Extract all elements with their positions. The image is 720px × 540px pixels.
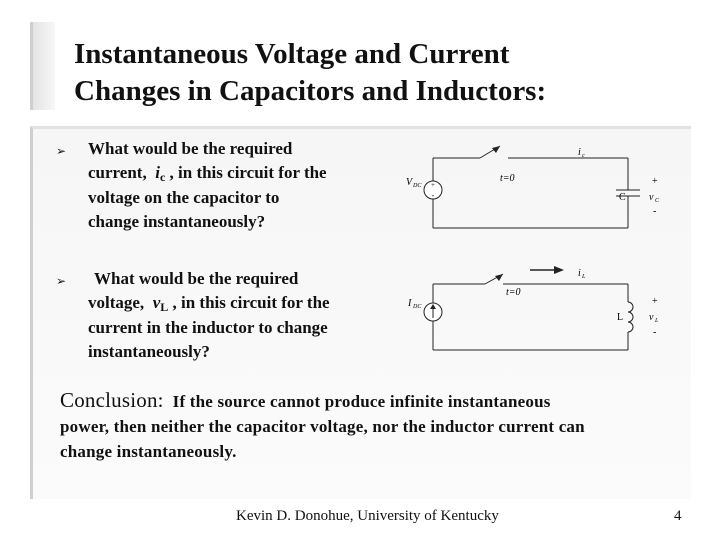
question-1: What would be the required current, ic , in this circuit for the voltage on the capacitor to change instantaneously? <box>88 139 327 231</box>
question-2: What would be the required voltage, vL , in this circuit for the current in the inductor to change instantaneously? <box>88 269 330 361</box>
bullet-arrow-icon: ➢ <box>56 144 67 158</box>
svg-text:V: V <box>406 177 413 188</box>
inductor-circuit-diagram <box>400 262 680 354</box>
svg-text:DC: DC <box>413 183 422 189</box>
footer-author: Kevin D. Donohue, University of Kentucky <box>236 508 499 524</box>
title-line-2: Changes in Capacitors and Inductors: <box>74 75 547 107</box>
current-direction-arrow-icon <box>554 266 564 274</box>
title-line-1: Instantaneous Voltage and Current <box>74 38 510 70</box>
svg-text:L: L <box>617 312 624 323</box>
capacitor-circuit-diagram <box>400 138 680 236</box>
svg-text:C: C <box>655 198 660 204</box>
switch-arrow-icon <box>492 146 500 153</box>
svg-text:-: - <box>653 327 657 338</box>
svg-text:-: - <box>653 206 657 217</box>
conclusion-text: Conclusion: If the source cannot produce infinite instantaneous power, then neither the capacitor voltage, nor the inductor current can change instantaneously. <box>60 388 585 461</box>
svg-text:c: c <box>582 153 585 159</box>
svg-text:+: + <box>431 181 435 189</box>
svg-text:C: C <box>619 192 626 203</box>
svg-text:i: i <box>578 268 581 279</box>
svg-text:t=0: t=0 <box>506 287 521 298</box>
svg-text:t=0: t=0 <box>500 173 515 184</box>
svg-text:I: I <box>408 298 412 309</box>
svg-text:-: - <box>431 191 435 200</box>
slide-title <box>74 36 674 110</box>
svg-text:i: i <box>578 147 581 158</box>
bullet-arrow-icon: ➢ <box>56 274 67 288</box>
switch-arrow-icon <box>495 274 503 281</box>
svg-text:L: L <box>655 318 659 324</box>
page-number: 4 <box>674 508 682 524</box>
svg-text:L: L <box>582 274 586 280</box>
svg-text:+: + <box>652 176 658 187</box>
svg-text:v: v <box>649 312 654 323</box>
title-frame-decoration <box>30 22 55 110</box>
svg-text:+: + <box>652 296 658 307</box>
svg-text:v: v <box>649 192 654 203</box>
svg-text:DC: DC <box>413 304 422 310</box>
